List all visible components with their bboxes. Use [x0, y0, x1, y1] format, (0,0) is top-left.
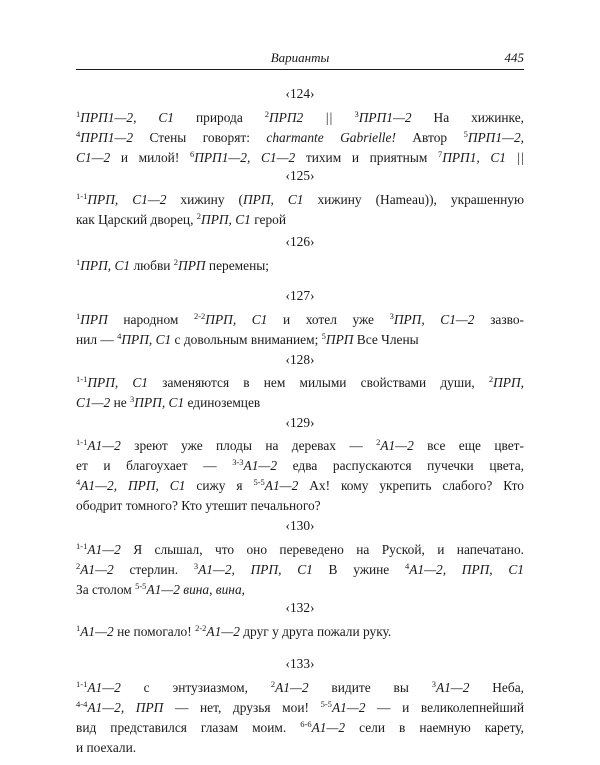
variant-text: Стены говорят:	[133, 130, 267, 145]
page-number: 445	[504, 50, 524, 65]
siglum: ПРП, С1	[87, 375, 149, 390]
section-heading-128: ‹128›	[285, 352, 315, 367]
footnote-mark: 3	[193, 561, 199, 571]
text-line	[76, 148, 524, 168]
siglum: А1—2	[264, 478, 299, 493]
variant-text: Все Члены	[353, 332, 419, 347]
section-heading-124: ‹124›	[285, 86, 315, 101]
text-line	[76, 190, 524, 210]
footnote-mark: 2-2	[193, 311, 206, 321]
siglum: А1—2	[435, 680, 470, 695]
text-line	[76, 738, 524, 758]
variant-text: хижину (Hameau)), украшенную	[303, 192, 525, 207]
variant-text: как Царский дворец,	[76, 212, 197, 227]
siglum: С1—2	[76, 395, 111, 410]
footnote-mark: 4	[76, 477, 81, 487]
section-heading-133: ‹133›	[285, 656, 315, 671]
variant-text: Неба,	[469, 680, 524, 695]
footnote-mark: 2	[76, 561, 81, 571]
footnote-mark: 3-3	[232, 457, 244, 467]
variant-text: Ах! кому укрепить слабого? Кто	[298, 478, 524, 493]
variant-text: ободрит томного? Кто утешит печального?	[76, 498, 321, 513]
text-line	[76, 128, 524, 148]
siglum: ПРП, С1	[242, 192, 304, 207]
text-line	[76, 436, 524, 456]
variant-text: любви	[130, 258, 174, 273]
siglum: ПРП	[80, 312, 108, 327]
footnote-mark: 2	[376, 437, 381, 447]
variant-paragraph-128	[76, 373, 524, 413]
variant-text: и хотел уже	[267, 312, 390, 327]
siglum: ПРП2 ||	[268, 110, 333, 125]
footnote-mark: 3	[130, 394, 135, 404]
siglum: А1—2	[243, 458, 278, 473]
text-line	[76, 718, 524, 738]
footnote-mark: 5-5	[253, 477, 265, 487]
variant-text: заменяются в нем милыми свойствами души,	[148, 375, 489, 390]
variant-text: видите вы	[308, 680, 432, 695]
siglum: А1—2	[80, 624, 114, 639]
variant-text: На хижинке,	[411, 110, 525, 125]
siglum: ПРП, С1	[205, 312, 268, 327]
text-line	[76, 330, 524, 350]
siglum: А1—2	[331, 700, 366, 715]
variant-text: ет и благоухает —	[76, 458, 233, 473]
variant-text: вид представился глазам моим.	[76, 720, 301, 735]
variant-text: не помогало!	[113, 624, 196, 639]
siglum: А1—2, ПРП, С1	[409, 562, 524, 577]
variant-text: Автор	[395, 130, 464, 145]
section-heading-127: ‹127›	[285, 288, 315, 303]
section-heading-129: ‹129›	[285, 415, 315, 430]
siglum: А1—2, ПРП, С1	[198, 562, 313, 577]
siglum: ПРП,	[493, 375, 524, 390]
footnote-mark: 3	[354, 109, 359, 119]
variant-text: зазво-	[474, 312, 525, 327]
footnote-mark: 4	[404, 561, 410, 571]
siglum: ПРП, С1	[201, 212, 251, 227]
siglum: ПРП1, С1 ||	[442, 150, 524, 165]
variant-text: Я слышал, что оно переведено на Руской, и напечатано.	[120, 542, 524, 557]
variant-text: хижину (	[166, 192, 243, 207]
footnote-mark: 5	[321, 331, 326, 341]
siglum: ПРП1—2, С1	[80, 110, 175, 125]
footnote-mark: 2	[196, 211, 202, 221]
section-heading-125: ‹125›	[285, 168, 315, 183]
siglum: ПРП1—2	[358, 110, 412, 125]
siglum: ПРП, С1—2	[393, 312, 475, 327]
siglum: А1—2	[311, 720, 346, 735]
variant-text: За столом	[76, 582, 136, 597]
siglum: А1—2	[380, 438, 414, 453]
variant-text: друг у друга пожали руку.	[239, 624, 392, 639]
variant-text: природа	[174, 110, 265, 125]
variant-text: и поехали.	[76, 740, 137, 755]
siglum: А1—2	[87, 680, 121, 695]
siglum: ПРП1—2, С1—2	[194, 150, 296, 165]
siglum: ПРП1—2,	[467, 130, 524, 145]
variant-text: едва распускаются пучечки цвета,	[277, 458, 524, 473]
variant-paragraph-125	[76, 190, 524, 230]
variant-text: единоземцев	[184, 395, 261, 410]
variant-text: стерлин.	[113, 562, 194, 577]
variant-text: все еще цвет-	[413, 438, 524, 453]
footnote-mark: 1-1	[76, 541, 88, 551]
footnote-mark: 2	[488, 374, 494, 384]
siglum: А1—2	[87, 542, 121, 557]
text-line	[76, 373, 524, 393]
variant-text: нил —	[76, 332, 118, 347]
siglum: А1—2	[87, 438, 121, 453]
section-heading-130: ‹130›	[285, 518, 315, 533]
variant-paragraph-126	[76, 256, 524, 276]
text-line	[76, 456, 524, 476]
siglum: ПРП, С1	[134, 395, 185, 410]
text-line	[76, 678, 524, 698]
footnote-mark: 1	[76, 623, 81, 633]
text-line	[76, 560, 524, 580]
siglum: А1—2 вина, вина,	[146, 582, 245, 597]
footnote-mark: 2	[270, 679, 276, 689]
siglum: А1—2	[206, 624, 240, 639]
variant-text: сели в наемную карету,	[345, 720, 524, 735]
variant-text: не	[110, 395, 131, 410]
text-line	[76, 108, 524, 128]
variant-paragraph-130	[76, 540, 524, 600]
footnote-mark: 1-1	[76, 191, 88, 201]
footnote-mark: 1-1	[76, 679, 88, 689]
siglum: А1—2	[275, 680, 309, 695]
footnote-mark: 4-4	[76, 699, 88, 709]
siglum: А1—2, ПРП, С1	[80, 478, 186, 493]
variant-text: с энтузиазмом,	[120, 680, 271, 695]
footnote-mark: 1	[76, 311, 81, 321]
footnote-mark: 7	[437, 149, 443, 159]
footnote-mark: 1-1	[76, 437, 88, 447]
variant-paragraph-124	[76, 108, 524, 168]
text-line	[76, 256, 524, 276]
text-line	[76, 698, 524, 718]
footnote-mark: 5-5	[135, 581, 147, 591]
variant-text: с довольным вниманием;	[171, 332, 322, 347]
variant-text: и милой!	[110, 150, 190, 165]
variant-paragraph-133	[76, 678, 524, 758]
running-header	[76, 46, 524, 68]
variant-text: — и великолепнейший	[365, 700, 524, 715]
footnote-mark: 5	[463, 129, 468, 139]
footnote-mark: 4	[76, 129, 81, 139]
siglum: ПРП1—2	[80, 130, 134, 145]
variant-text: сижу я	[185, 478, 254, 493]
footnote-mark: 2	[264, 109, 269, 119]
variant-text: перемены;	[205, 258, 269, 273]
text-line	[76, 210, 524, 230]
variant-text	[333, 110, 355, 125]
siglum: ПРП, С1	[121, 332, 172, 347]
footnote-mark: 5-5	[320, 699, 332, 709]
siglum: А1—2, ПРП	[87, 700, 164, 715]
footnote-mark: 6	[189, 149, 195, 159]
text-line	[76, 622, 524, 642]
section-heading-126: ‹126›	[285, 234, 315, 249]
footnote-mark: 2-2	[195, 623, 207, 633]
variant-paragraph-129	[76, 436, 524, 516]
variant-text-italic: charmante Gabrielle!	[266, 130, 396, 145]
variant-text: тихим и приятным	[295, 150, 438, 165]
text-line	[76, 393, 524, 413]
header-rule	[76, 69, 524, 70]
siglum: ПРП	[178, 258, 206, 273]
variant-paragraph-132	[76, 622, 524, 642]
variant-paragraph-127	[76, 310, 524, 350]
variant-text: герой	[250, 212, 287, 227]
siglum: ПРП, С1	[80, 258, 131, 273]
footnote-mark: 1	[76, 109, 81, 119]
text-line	[76, 496, 524, 516]
footnote-mark: 3	[431, 679, 436, 689]
running-title: Варианты	[270, 50, 330, 65]
variant-text: — нет, друзья мои!	[163, 700, 321, 715]
text-line	[76, 476, 524, 496]
variant-text: зреют уже плоды на деревах —	[120, 438, 377, 453]
variant-text: народном	[107, 312, 194, 327]
siglum: ПРП	[325, 332, 354, 347]
footnote-mark: 1	[76, 257, 81, 267]
text-line	[76, 580, 524, 600]
variant-text: В ужине	[312, 562, 405, 577]
footnote-mark: 4	[117, 331, 122, 341]
footnote-mark: 6-6	[300, 719, 312, 729]
footnote-mark: 3	[389, 311, 394, 321]
footnote-mark: 2	[173, 257, 179, 267]
siglum: ПРП, С1—2	[87, 192, 167, 207]
text-line	[76, 310, 524, 330]
footnote-mark: 1-1	[76, 374, 88, 384]
siglum: А1—2	[80, 562, 114, 577]
siglum: С1—2	[76, 150, 111, 165]
section-heading-132: ‹132›	[285, 600, 315, 615]
text-line	[76, 540, 524, 560]
